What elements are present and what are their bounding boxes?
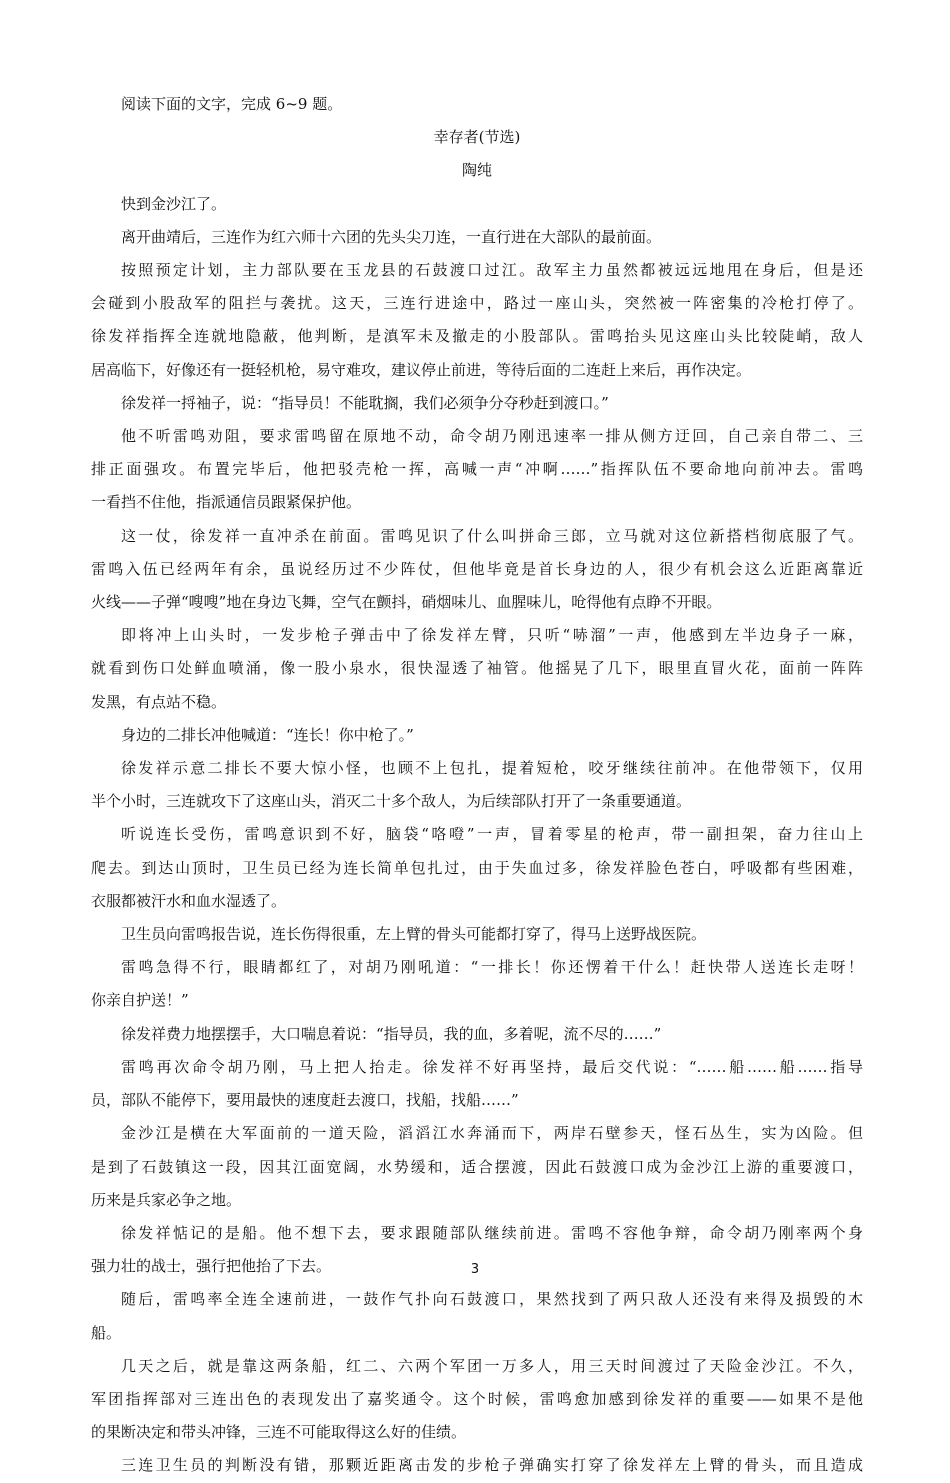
article-body [91,188,863,1483]
body-line: 身边的二排长冲他喊道：“连长！你中枪了。” [121,725,414,744]
body-line: 按照预定计划，主力部队要在玉龙县的石鼓渡口过江。敌军主力虽然都被远远地甩在身后，但是还 [121,261,863,280]
body-line: 随后，雷鸣率全连全速前进，一鼓作气扑向石鼓渡口，果然找到了两只敌人还没有来得及损毁的木 [121,1290,863,1309]
body-line: 这一仗，徐发祥一直冲杀在前面。雷鸣见识了什么叫拼命三郎，立马就对这位新搭档彻底服了气。 [121,526,863,545]
body-line: 的果断决定和带头冲锋，三连不可能取得这么好的佳绩。 [91,1423,467,1442]
body-line: 你亲自护送！” [91,991,189,1010]
body-line: 就看到伤口处鲜血喷涌，像一股小泉水，很快湿透了袖管。他摇晃了几下，眼里直冒火花，面前一阵阵 [91,659,863,678]
body-line: 雷鸣再次命令胡乃刚，马上把人抬走。徐发祥不好再坚持，最后交代说：“……船……船……指导 [121,1057,863,1076]
body-line: 听说连长受伤，雷鸣意识到不好，脑袋“咯噔”一声，冒着零星的枪声，带一副担架，奋力往山上 [121,825,863,844]
body-line: 离开曲靖后，三连作为红六师十六团的先头尖刀连，一直行进在大部队的最前面。 [121,227,662,246]
body-line: 强力壮的战士，强行把他抬了下去。 [91,1257,332,1276]
body-line: 快到金沙江了。 [121,194,227,213]
body-line: 即将冲上山头时，一发步枪子弹击中了徐发祥左臂，只听“哧溜”一声，他感到左半边身子一麻， [121,626,863,645]
page-number: 3 [470,1262,480,1277]
instruction-line: 阅读下面的文字，完成 6~9 题。 [121,95,343,113]
body-line: 发黑，有点站不稳。 [91,692,227,711]
article-author: 陶纯 [461,161,492,180]
body-line: 会碰到小股敌军的阻拦与袭扰。这天，三连行进途中，路过一座山头，突然被一阵密集的冷枪打停了。 [91,294,863,313]
body-line: 徐发祥惦记的是船。他不想下去，要求跟随部队继续前进。雷鸣不容他争辩，命令胡乃刚率两个身 [121,1223,863,1242]
body-line: 员，部队不能停下，要用最快的速度赶去渡口，找船，找船……” [91,1091,519,1110]
body-line: 金沙江是横在大军面前的一道天险，滔滔江水奔涌而下，两岸石壁参天，怪石丛生，实为凶险。但 [121,1124,863,1143]
article-title: 幸存者(节选) [433,128,521,147]
body-line: 雷鸣入伍已经两年有余，虽说经历过不少阵仗，但他毕竟是首长身边的人，很少有机会这么近距离靠近 [91,559,863,578]
body-line: 船。 [91,1323,122,1342]
body-line: 几天之后，就是靠这两条船，红二、六两个军团一万多人，用三天时间渡过了天险金沙江。不久， [121,1356,863,1375]
body-line: 徐发祥指挥全连就地隐蔽，他判断，是滇军未及撤走的小股部队。雷鸣抬头见这座山头比较陡峭，敌人 [91,327,863,346]
body-line: 三连卫生员的判断没有错，那颗近距离击发的步枪子弹确实打穿了徐发祥左上臂的骨头，而且造成 [121,1456,863,1475]
body-line: 火线——子弹“嗖嗖”地在身边飞舞，空气在颤抖，硝烟味儿、血腥味儿，呛得他有点睁不开眼。 [91,593,722,612]
body-line: 排正面强攻。布置完毕后，他把驳壳枪一挥，高喊一声“冲啊……”指挥队伍不要命地向前冲去。雷鸣 [91,460,863,479]
body-line: 半个小时，三连就攻下了这座山头，消灭二十多个敌人，为后续部队打开了一条重要通道。 [91,792,692,811]
body-line: 居高临下，好像还有一挺轻机枪，易守难攻，建议停止前进，等待后面的二连赶上来后，再作决定。 [91,360,752,379]
body-line: 军团指挥部对三连出色的表现发出了嘉奖通令。这个时候，雷鸣愈加感到徐发祥的重要——如果不是他 [91,1389,863,1408]
body-line: 历来是兵家必争之地。 [91,1190,242,1209]
body-line: 一看挡不住他，指派通信员跟紧保护他。 [91,493,362,512]
body-line: 爬去。到达山顶时，卫生员已经为连长简单包扎过，由于失血过多，徐发祥脸色苍白，呼吸都有些困难， [91,858,863,877]
body-line: 卫生员向雷鸣报告说，连长伤得很重，左上臂的骨头可能都打穿了，得马上送野战医院。 [121,925,707,944]
body-line: 徐发祥一捋袖子，说：“指导员！不能耽搁，我们必须争分夺秒赶到渡口。” [121,393,609,412]
body-line: 徐发祥示意二排长不要大惊小怪，也顾不上包扎，提着短枪，咬牙继续往前冲。在他带领下，仅用 [121,759,863,778]
body-line: 他不听雷鸣劝阻，要求雷鸣留在原地不动，命令胡乃刚迅速率一排从侧方迂回，自己亲自带二、三 [121,427,863,446]
body-line: 衣服都被汗水和血水湿透了。 [91,891,287,910]
body-line: 是到了石鼓镇这一段，因其江面宽阔，水势缓和，适合摆渡，因此石鼓渡口成为金沙江上游的重要渡口， [91,1157,863,1176]
body-line: 徐发祥费力地摆摆手，大口喘息着说：“指导员，我的血，多着呢，流不尽的……” [121,1024,662,1043]
body-line: 雷鸣急得不行，眼睛都红了，对胡乃刚吼道：“一排长！你还愣着干什么！赶快带人送连长走呀！ [121,958,863,977]
